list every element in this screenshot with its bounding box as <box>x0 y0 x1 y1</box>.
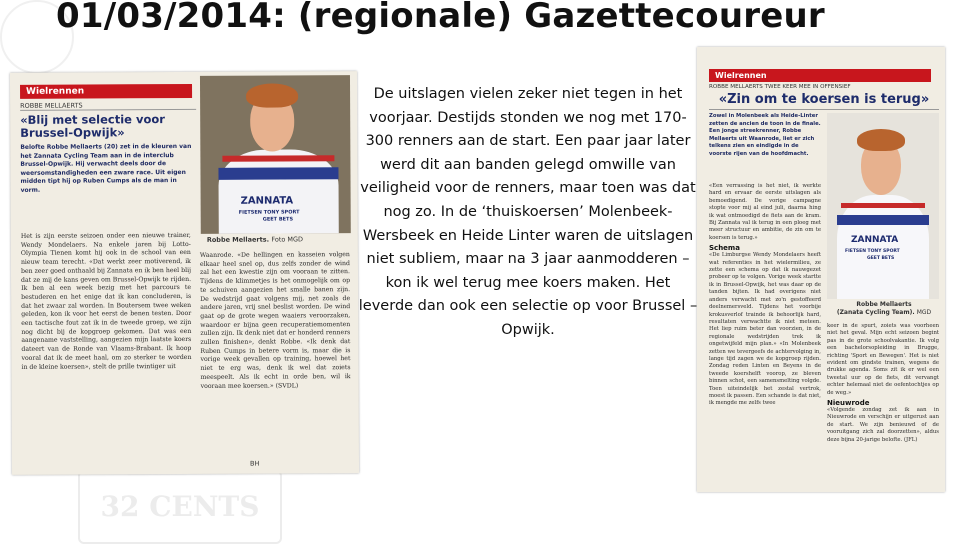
jersey-sponsor: FIETSEN TONY SPORT <box>845 249 900 254</box>
photo-caption: Robbe Mellaerts. Foto MGD <box>206 235 304 244</box>
article-paragraph: «Volgende zondag zet ik aan in Nieuwrode en verschijn er uitgerust aan de start. We zijn benieuwd of de vooruitgang zich zal doorzetten», aldus deze bijna 20-jarige belofte. (JFL) <box>827 407 939 443</box>
byline: ROBBE MELLAERTS TWEE KEER MEE IN OFFENSIEF <box>709 84 851 90</box>
photo-caption: Robbe Mellaerts (Zanata Cycling Team). MGD <box>836 301 932 316</box>
article-headline: «Blij met selectie voor Brussel-Opwijk» <box>20 112 165 140</box>
jersey-sponsor-2: GEET BETS <box>262 216 294 223</box>
jersey-sponsor-2: GEET BETS <box>867 256 895 261</box>
subheading: Schema <box>709 244 740 253</box>
article-paragraph: «Een verrassing is het niet, ik werkte hard en ervaar de eerste uitslagen als bemoedigend. De vorige campagne stopte voor mij al eind juli, daarna hing ik wat ontmoedigd de fiets aan de kram. Bij Zannata val ik terug in een ploeg met meer structuur en ambitie, de zin om te koersen is terug.» <box>709 183 821 241</box>
article-paragraph: «De Limburgse Wendy Mondelaers heeft wat referenties in het wielermilieu, ze zette een schema op dat ik nauwgezet probeer op te volgen. Vorige week startte ik in Brussel-Opwijk, het was daar op de tanden bijten. Ik had overigens niet anders verwacht met zo'n gestoffeerd deelnemersveld. Tijdens het voorbije krokusverlof trainde ik behoorlijk hard, resultaten verwachtte ik niet meteen. Het liep ruim beter dan voorzien, in de regionale wedstrijden trek ik ongetwijfeld mijn plan.» «In Molenbeek zetten we tevergeefs de achtervolging in, lange tijd zagen we de kopgroep rijden. Zondag reden Linten en Beyens in de tweede koershelft voorop, ze bleven binnen schot, een samensmelting volgde. Toen uiteindelijk het zestal vertrok, moest ik passen. Een schande is dat niet, ik mengde me zelfs twee <box>709 252 821 407</box>
rider-photo <box>827 113 939 299</box>
clipping-header <box>20 78 197 195</box>
article-column-2: Waanrode. «De hellingen en kasseien volgen elkaar heel snel op, dus zelfs zonder de wind zal het een kwestie zijn om vooraan te zitten. Tijdens de klimmetjes is het onmogelijk om op te schuiven aangezien het smalle banen zijn. De wedstrijd gaat volgens mij, net zoals de andere jaren, vrij snel beslist worden. De wind gaat op de grote wegen waaiers veroorzaken, waardoor er bijna geen recuperatiemomenten zullen zijn. Ik denk niet dat er honderd renners zullen finishen», denkt Robbe. «Ik denk dat Ruben Cumps in betere vorm is, maar die is vorige week gevallen op training, hoewel het niet te erg was, denk ik wel dat zoiets meespeelt. Als ik echt in orde ben, wil ik vooraan mee koersen.» (SVDL) <box>199 251 351 390</box>
jersey-logo: ZANNATA <box>851 235 899 245</box>
body-text: De uitslagen vielen zeker niet tegen in het voorjaar. Destijds stonden we nog met 170-300 renners aan de start. Een paar jaar later werd dit aan banden gelegd omwille van veiligheid voor de renners, maar toen was dat nog zo. In de ‘thuiskoersen’ Molenbeek-Wersbeek en Heide Linter waren de uitslagen niet subliem, maar na 3 jaar aanmodderen – kon ik wel terug mee koers maken. Het leverde dan ook een selectie op voor Brussel – Opwijk. <box>358 86 698 338</box>
article-column-1: Het is zijn eerste seizoen onder een nieuwe trainer, Wendy Mondelaers. Na enkele jaren bij Lotto-Olympia Tienen komt hij ook in de school van een nieuw team terecht. «Dat werkt zeer motiverend, ik ben zeer goed onthaald bij Zannata en ik ben heel blij dat ze mij de kans geven om Brussel-Opwijk te rijden. Ik ben al een week bezig met het parcours te bestuderen en het enige dat ik kan concluderen, is dat het zwaar zal worden. In Boutersem twee weken geleden, kon ik voor het eerst de benen testen. Door een tactische fout zat ik in de tweede groep, we zijn nog dicht bij de kopgroep gekomen. Dat was een aangename vaststelling, aangezien mijn laatste koers dateert van de Ronde van Vlaams-Brabant. Ik hoop vooral dat ik de meet haal, om zo sterker te worden in de kleine koersen», stelt de prille twintiger uit <box>20 231 192 371</box>
article-column-2 <box>827 323 939 444</box>
subheading: Nieuwrode <box>827 399 870 408</box>
clipping-header <box>709 63 939 110</box>
byline: ROBBE MELLAERTS <box>20 101 196 111</box>
clipping-footer: BH <box>249 459 260 468</box>
background-stamp: 32 CENTS <box>78 470 282 544</box>
jersey-sponsor: FIETSEN TONY SPORT <box>238 209 300 216</box>
article-column-1 <box>709 183 821 408</box>
newspaper-clipping-left <box>10 71 359 475</box>
newspaper-clipping-right <box>697 47 945 492</box>
rider-photo <box>200 75 351 234</box>
article-lead: Zowel in Molenbeek als Heide-Linter zetten de ancien de toon in de finale. Een jonge streekrenner, Robbe Mellaerts uit Waanrode, liet er zich telkens zien en eindigde in de voorste rijen van de hoofdmacht. <box>709 113 821 157</box>
article-headline: «Zin om te koersen is terug» <box>709 92 939 110</box>
category-label: Wielrennen <box>709 69 931 82</box>
article-lead: Belofte Robbe Mellaerts (20) zet in de kleuren van het Zannata Cycling Team aan in de interclub Brussel-Opwijk. Hij verwacht deels door de weersomstandigheden een zware race. Uit eigen midden tipt hij op Ruben Cumps als de man in vorm. <box>20 142 192 194</box>
article-paragraph: keer in de spurt, zoiets was voorheen niet het geval. Mijn echt seizoen begint pas in de grote schoolvakantie. Ik volg een bachelorsopleiding in Brugge, richting 'Sport en Bewegen'. Het is niet evident om gindste trainen, wegens de drukke agenda. Soms zit ik er wel een tweetal uur op de fiets, dit vervangt echter helemaal niet de oefentochtjes op de weg.» <box>827 323 939 396</box>
page-title: 01/03/2014: (regionale) Gazettecoureur <box>56 0 825 36</box>
category-label: Wielrennen <box>20 84 192 99</box>
jersey-logo: ZANNATA <box>240 195 294 207</box>
